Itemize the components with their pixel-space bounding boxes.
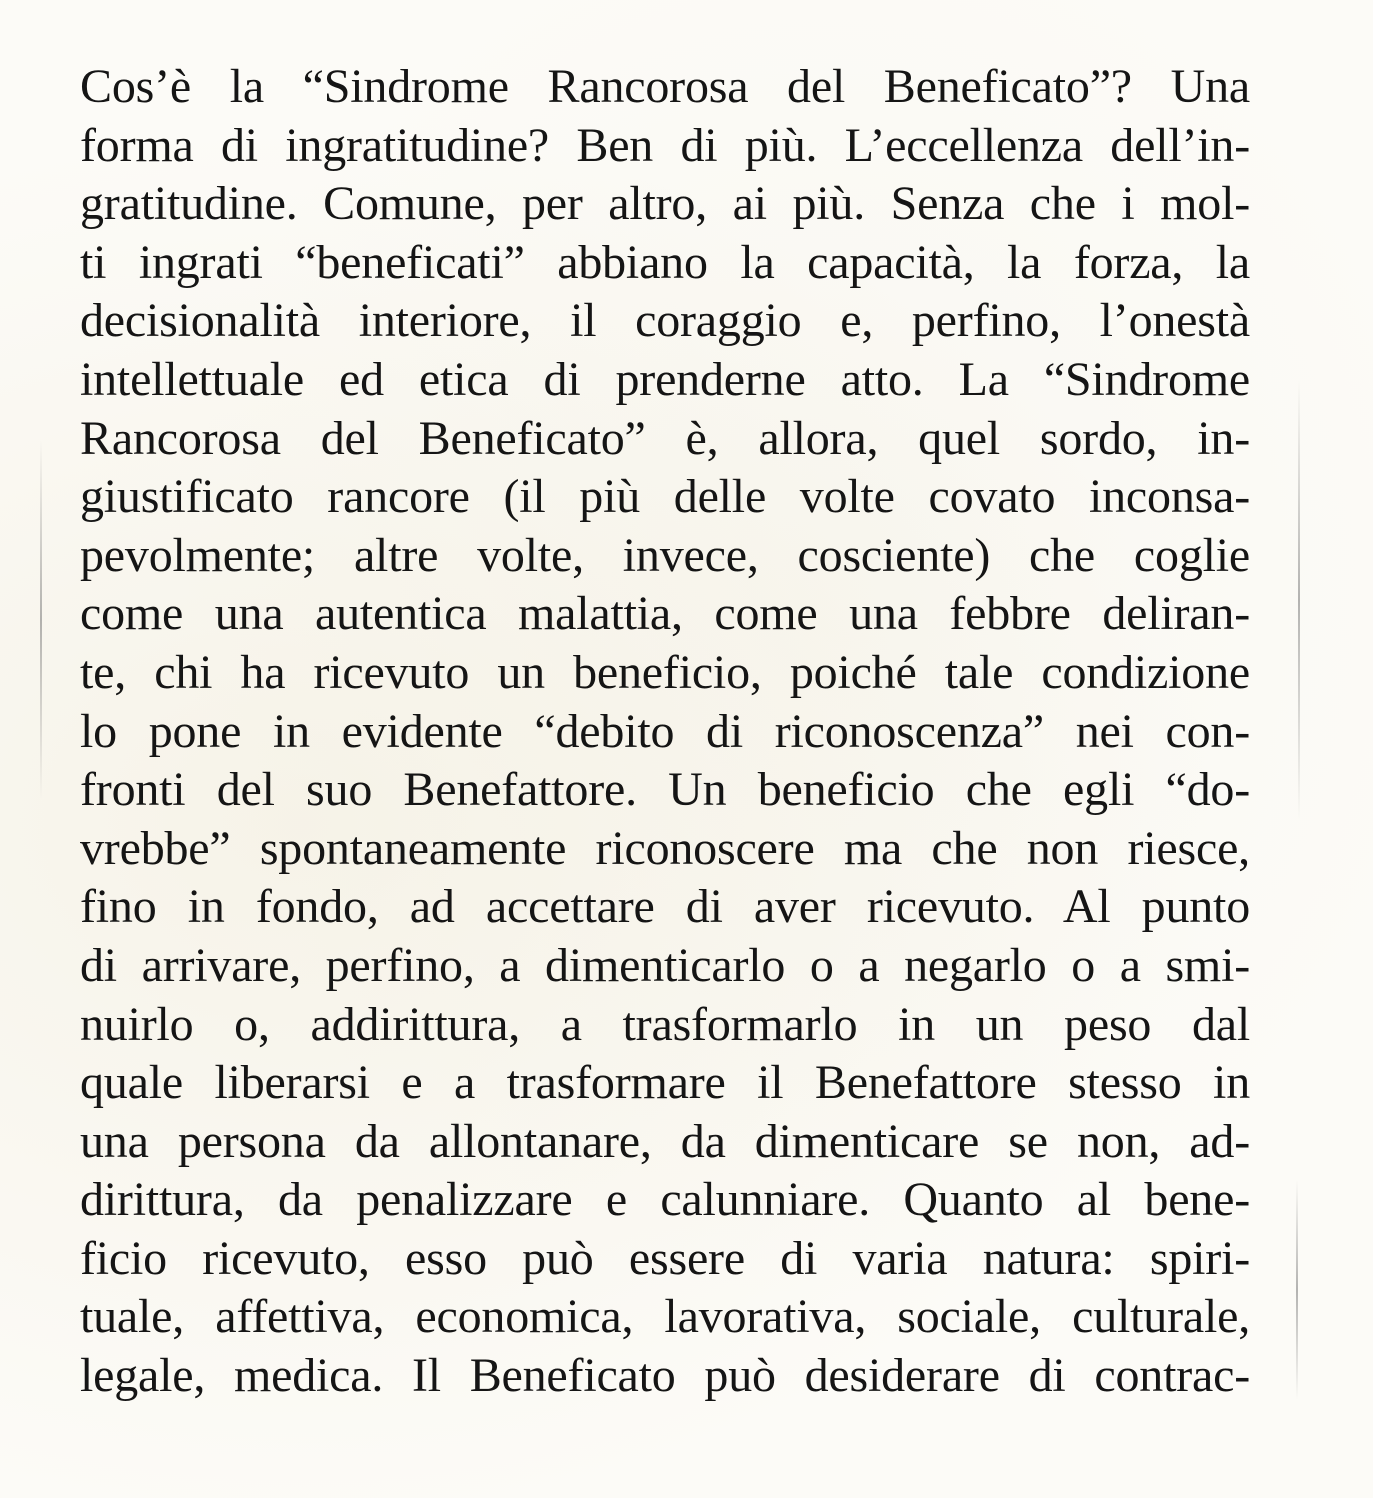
- body-paragraph: [80, 58, 1250, 1406]
- scan-edge-mark: [1298, 380, 1300, 820]
- text-line: decisionalità interiore, il coraggio e, perfino, l’onestà: [80, 294, 1250, 348]
- text-line: una persona da allontanare, da dimenticare se non, ad-: [80, 1114, 1250, 1168]
- text-line: di arrivare, perfino, a dimenticarlo o a negarlo o a smi-: [80, 938, 1250, 992]
- text-line: legale, medica. Il Beneficato può desiderare di contrac-: [80, 1349, 1250, 1403]
- text-line: pevolmente; altre volte, invece, cosciente) che coglie: [80, 528, 1250, 582]
- text-line: fronti del suo Benefattore. Un beneficio che egli “do-: [80, 763, 1250, 817]
- text-line: intellettuale ed etica di prenderne atto. La “Sindrome: [80, 352, 1250, 406]
- text-line: forma di ingratitudine? Ben di più. L’eccellenza dell’in-: [80, 118, 1250, 172]
- text-line: ti ingrati “beneficati” abbiano la capacità, la forza, la: [80, 235, 1250, 289]
- text-line: Rancorosa del Beneficato” è, allora, quel sordo, in-: [80, 411, 1250, 465]
- text-line: ficio ricevuto, esso può essere di varia natura: spiri-: [80, 1231, 1250, 1285]
- text-line: tuale, affettiva, economica, lavorativa, sociale, culturale,: [80, 1290, 1250, 1344]
- text-line: gratitudine. Comune, per altro, ai più. Senza che i mol-: [80, 177, 1250, 231]
- text-line: Cos’è la “Sindrome Rancorosa del Beneficato”? Una: [80, 60, 1250, 113]
- scan-edge-mark: [40, 440, 42, 800]
- text-line: lo pone in evidente “debito di riconoscenza” nei con-: [80, 704, 1250, 758]
- text-line: come una autentica malattia, come una febbre deliran-: [80, 587, 1250, 641]
- text-line: nuirlo o, addirittura, a trasformarlo in un peso dal: [80, 997, 1250, 1051]
- text-line: quale liberarsi e a trasformare il Benefattore stesso in: [80, 1056, 1250, 1110]
- text-line: te, chi ha ricevuto un beneficio, poiché tale condizione: [80, 645, 1250, 699]
- text-line: giustificato rancore (il più delle volte covato inconsa-: [80, 470, 1250, 524]
- text-line: fino in fondo, ad accettare di aver ricevuto. Al punto: [80, 880, 1250, 934]
- text-line: dirittura, da penalizzare e calunniare. Quanto al bene-: [80, 1173, 1250, 1227]
- scan-edge-mark: [1296, 1180, 1298, 1400]
- text-line: vrebbe” spontaneamente riconoscere ma che non riesce,: [80, 821, 1250, 875]
